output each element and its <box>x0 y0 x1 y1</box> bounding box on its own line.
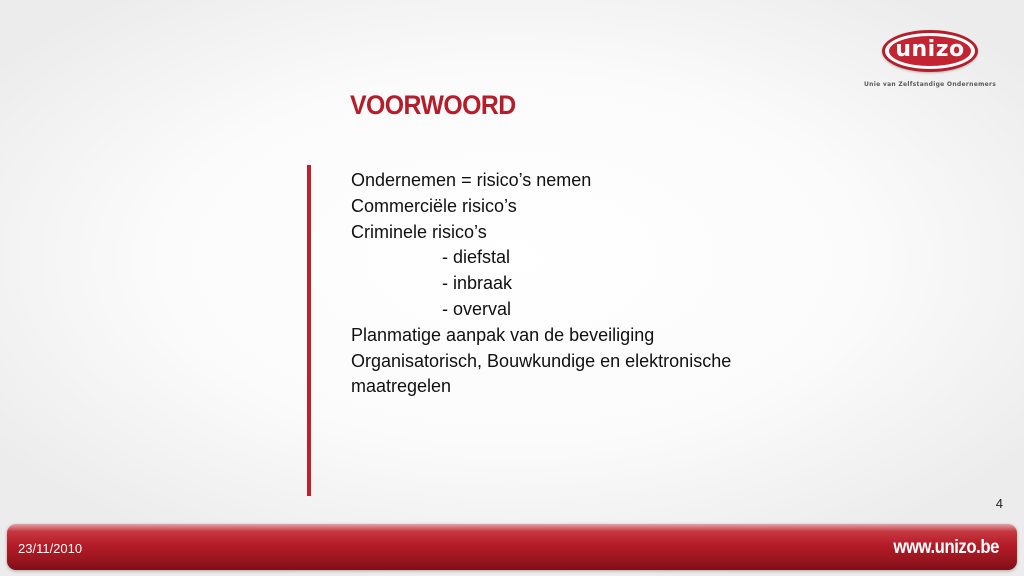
accent-bar <box>307 165 311 496</box>
body-line: Ondernemen = risico’s nemen <box>351 170 592 190</box>
body-line: maatregelen <box>351 376 452 397</box>
slide-title: VOORWOORD <box>350 90 516 120</box>
body-line-indented: - inbraak <box>442 273 513 294</box>
body-line: Commerciële risico’s <box>351 195 517 216</box>
logo-badge-inner <box>889 36 971 66</box>
body-line-indented: - overval <box>442 298 512 319</box>
footer-bar <box>7 524 1017 570</box>
unizo-logo <box>862 28 1002 98</box>
body-line: Planmatige aanpak van de beveiliging <box>351 324 655 345</box>
body-line: Organisatorisch, Bouwkundige en elektronische <box>351 350 732 371</box>
logo-badge <box>882 30 978 72</box>
footer-url: www.unizo.be <box>893 537 999 558</box>
page-number: 4 <box>995 496 1003 511</box>
logo-wordmark: unizo <box>895 37 965 62</box>
slide-body <box>351 168 831 400</box>
logo-tagline: Unie van Zelfstandige Ondernemers <box>864 81 997 88</box>
footer-date: 23/11/2010 <box>18 541 83 556</box>
body-line-indented: - diefstal <box>442 247 511 268</box>
body-line: Criminele risico’s <box>351 221 487 242</box>
